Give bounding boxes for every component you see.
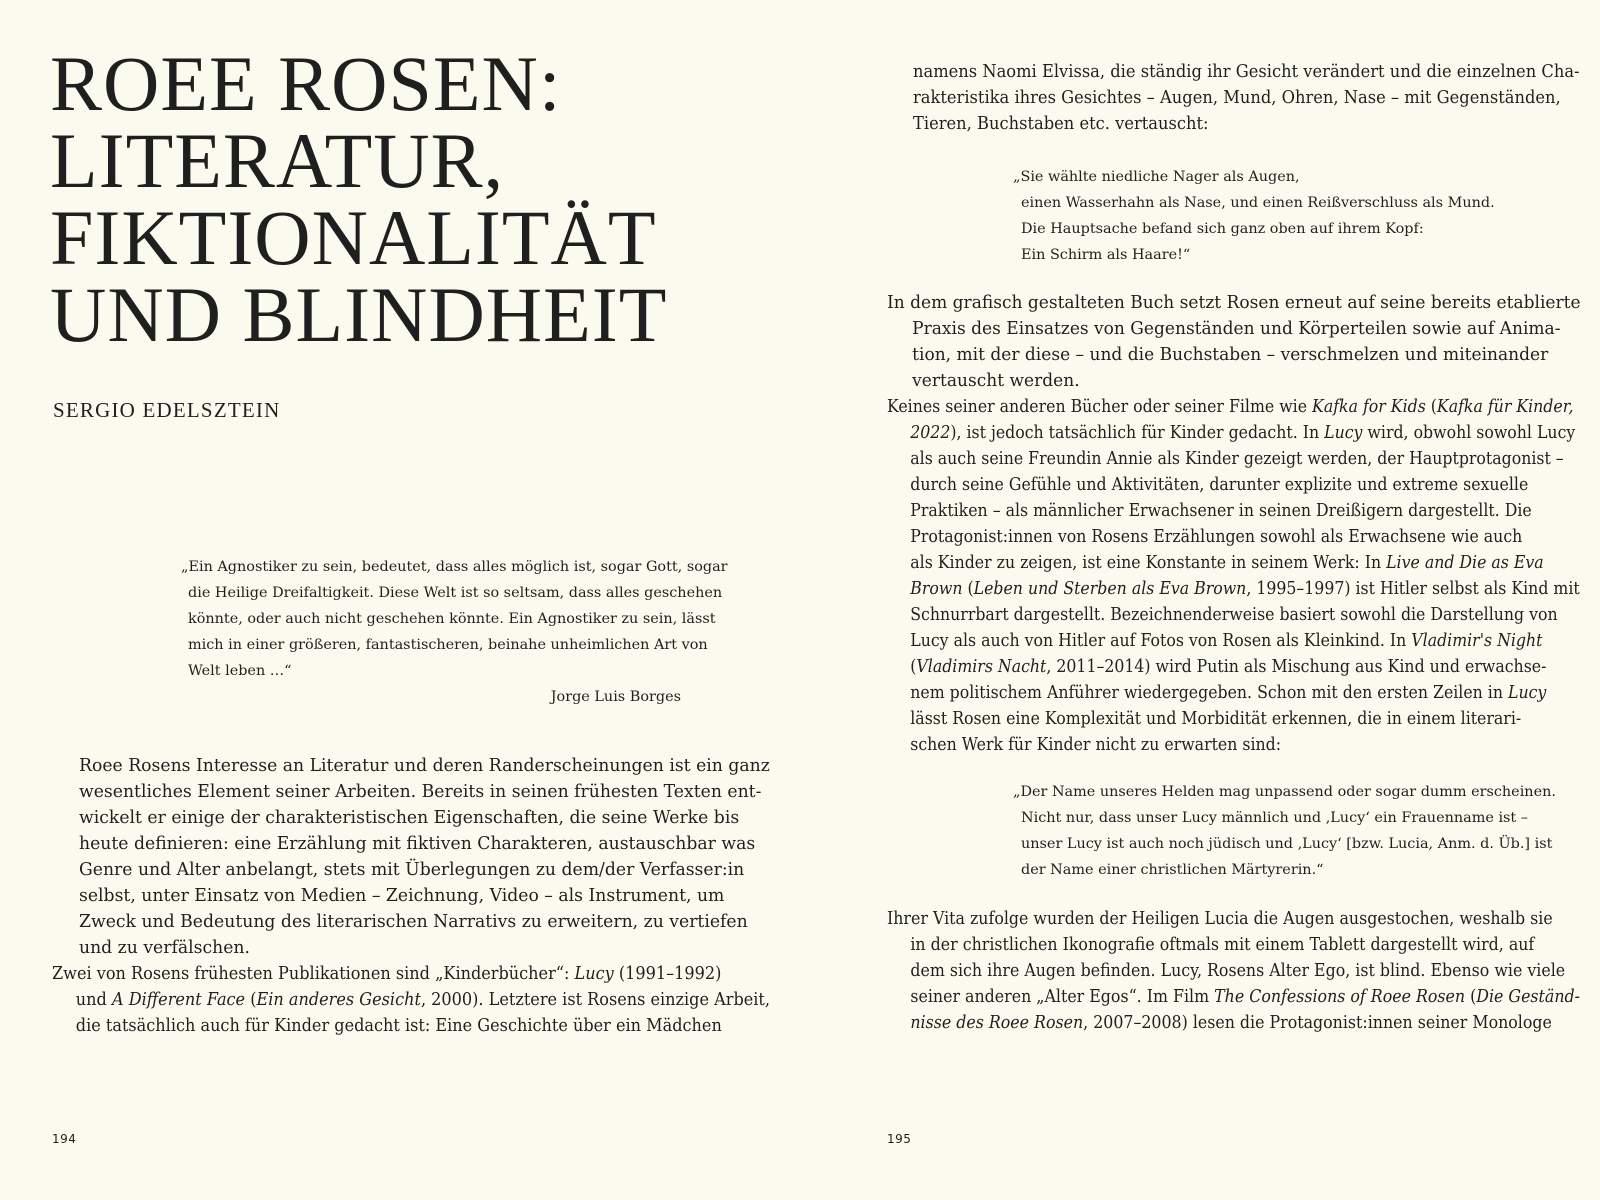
quote-line: „Sie wählte niedliche Nager als Augen, <box>1013 169 1300 185</box>
text-line: nisse des Roee Rosen, 2007–2008) lesen die Protagonist:innen seiner Monologe <box>910 1013 1552 1033</box>
text-line: Zwei von Rosens frühesten Publikationen sind „Kinderbücher“: Lucy (1991–1992) <box>52 964 722 984</box>
text-line: Lucy als auch von Hitler auf Fotos von Rosen als Kleinkind. In Vladimir's Night <box>910 631 1543 651</box>
text-line: tion, mit der diese – und die Buchstaben – verschmelzen und miteinander <box>912 345 1549 365</box>
text-line: Keines seiner anderen Bücher oder seiner Filme wie Kafka for Kids (Kafka für Kinder, <box>887 397 1574 417</box>
epigraph-line: „Ein Agnostiker zu sein, bedeutet, dass alles möglich ist, sogar Gott, sogar <box>181 559 728 575</box>
text-line: vertauscht werden. <box>912 371 1080 391</box>
text-line: Ihrer Vita zufolge wurden der Heiligen Lucia die Augen ausgestochen, weshalb sie <box>887 909 1553 929</box>
quote-line: „Der Name unseres Helden mag unpassend oder sogar dumm erscheinen. <box>1013 784 1556 800</box>
epigraph-source: Jorge Luis Borges <box>550 689 681 705</box>
text-line: Tieren, Buchstaben etc. vertauscht: <box>913 114 1209 134</box>
text-line: durch seine Gefühle und Aktivitäten, darunter explizite und extreme sexuelle <box>910 475 1529 495</box>
quote-line: Ein Schirm als Haare!“ <box>1021 247 1191 263</box>
text-line: rakteristika ihres Gesichtes – Augen, Mund, Ohren, Nase – mit Gegenständen, <box>913 88 1561 108</box>
text-line: Zweck und Bedeutung des literarischen Narrativs zu erweitern, zu vertiefen <box>79 912 748 932</box>
body-paragraph <box>79 753 770 961</box>
epigraph <box>181 554 728 710</box>
quote-line: einen Wasserhahn als Nase, und einen Reißverschluss als Mund. <box>1021 195 1495 211</box>
quote-line: der Name einer christlichen Märtyrerin.“ <box>1021 862 1324 878</box>
text-line: dem sich ihre Augen befinden. Lucy, Rosens Alter Ego, ist blind. Ebenso wie viele <box>910 961 1566 981</box>
text-line: in der christlichen Ikonografie oftmals mit einem Tablett dargestellt wird, auf <box>910 935 1535 955</box>
text-line: Genre und Alter anbelangt, stets mit Überlegungen zu dem/der Verfasser:in <box>79 860 745 880</box>
text-line: die tatsächlich auch für Kinder gedacht ist: Eine Geschichte über ein Mädchen <box>75 1016 722 1036</box>
title-line: LITERATUR, <box>50 117 505 204</box>
quote-line: Die Hauptsache befand sich ganz oben auf ihrem Kopf: <box>1021 221 1424 237</box>
title-line: ROEE ROSEN: <box>50 40 562 127</box>
text-line: In dem grafisch gestalteten Buch setzt Rosen erneut auf seine bereits etablierte <box>887 293 1581 313</box>
epigraph-line: die Heilige Dreifaltigkeit. Diese Welt ist so seltsam, dass alles geschehen <box>188 585 723 601</box>
block-quote <box>1013 164 1495 268</box>
text-line: als auch seine Freundin Annie als Kinder gezeigt werden, der Hauptprotagonist – <box>910 449 1564 469</box>
text-line: als Kinder zu zeigen, ist eine Konstante in seinem Werk: In Live and Die as Eva <box>910 553 1544 573</box>
title-line: FIKTIONALITÄT <box>50 194 657 281</box>
text-line: seiner anderen „Alter Egos“. Im Film The Confessions of Roee Rosen (Die Geständ- <box>910 987 1581 1007</box>
quote-line: unser Lucy ist auch noch jüdisch und ‚Lucy‘ [bzw. Lucia, Anm. d. Üb.] ist <box>1021 836 1553 852</box>
body-paragraph <box>52 961 770 1039</box>
page-number: 194 <box>52 1132 77 1146</box>
text-line: Roee Rosens Interesse an Literatur und deren Randerscheinungen ist ein ganz <box>79 756 770 776</box>
block-quote <box>1013 779 1556 883</box>
text-line: heute definieren: eine Erzählung mit fiktiven Charakteren, austauschbar was <box>79 834 756 854</box>
epigraph-line: könnte, oder auch nicht geschehen könnte. Ein Agnostiker zu sein, lässt <box>188 611 716 627</box>
quote-line: Nicht nur, dass unser Lucy männlich und ‚Lucy‘ ein Frauenname ist – <box>1021 810 1528 826</box>
text-line: und A Different Face (Ein anderes Gesicht, 2000). Letztere ist Rosens einzige Arbeit, <box>75 990 771 1010</box>
text-line: und zu verfälschen. <box>79 938 250 958</box>
text-line: namens Naomi Elvissa, die ständig ihr Gesicht verändert und die einzelnen Cha- <box>913 62 1580 82</box>
text-line: Praktiken – als männlicher Erwachsener in seinen Dreißigern dargestellt. Die <box>910 501 1532 521</box>
article-title <box>50 40 668 358</box>
epigraph-line: Welt leben …“ <box>188 663 292 679</box>
page-number: 195 <box>887 1132 912 1146</box>
author-name: SERGIO EDELSZTEIN <box>53 398 281 422</box>
text-line: Praxis des Einsatzes von Gegenständen und Körperteilen sowie auf Anima- <box>912 319 1561 339</box>
text-line: Protagonist:innen von Rosens Erzählungen sowohl als Erwachsene wie auch <box>910 527 1523 547</box>
text-line: wickelt er einige der charakteristischen Eigenschaften, die seine Werke bis <box>79 808 740 828</box>
body-paragraph <box>887 394 1580 758</box>
body-paragraph <box>887 290 1581 394</box>
text-line: lässt Rosen eine Komplexität und Morbidität erkennen, die in einem literari- <box>910 709 1522 729</box>
text-line: Brown (Leben und Sterben als Eva Brown, 1995–1997) ist Hitler selbst als Kind mit <box>910 579 1580 599</box>
epigraph-line: mich in einer größeren, fantastischeren, beinahe unheimlichen Art von <box>188 637 708 653</box>
body-paragraph <box>913 59 1580 137</box>
body-paragraph <box>887 906 1580 1036</box>
text-line: selbst, unter Einsatz von Medien – Zeichnung, Video – als Instrument, um <box>79 886 725 906</box>
text-line: schen Werk für Kinder nicht zu erwarten sind: <box>910 735 1282 755</box>
text-line: 2022), ist jedoch tatsächlich für Kinder gedacht. In Lucy wird, obwohl sowohl Lucy <box>910 423 1576 443</box>
text-line: nem politischem Anführer wiedergegeben. Schon mit den ersten Zeilen in Lucy <box>910 683 1547 703</box>
text-line: Schnurrbart dargestellt. Bezeichnenderweise basiert sowohl die Darstellung von <box>910 605 1558 625</box>
text-line: wesentliches Element seiner Arbeiten. Bereits in seinen frühesten Texten ent- <box>79 782 762 802</box>
title-line: UND BLINDHEIT <box>50 271 668 358</box>
text-line: (Vladimirs Nacht, 2011–2014) wird Putin als Mischung aus Kind und erwachse- <box>910 657 1547 677</box>
